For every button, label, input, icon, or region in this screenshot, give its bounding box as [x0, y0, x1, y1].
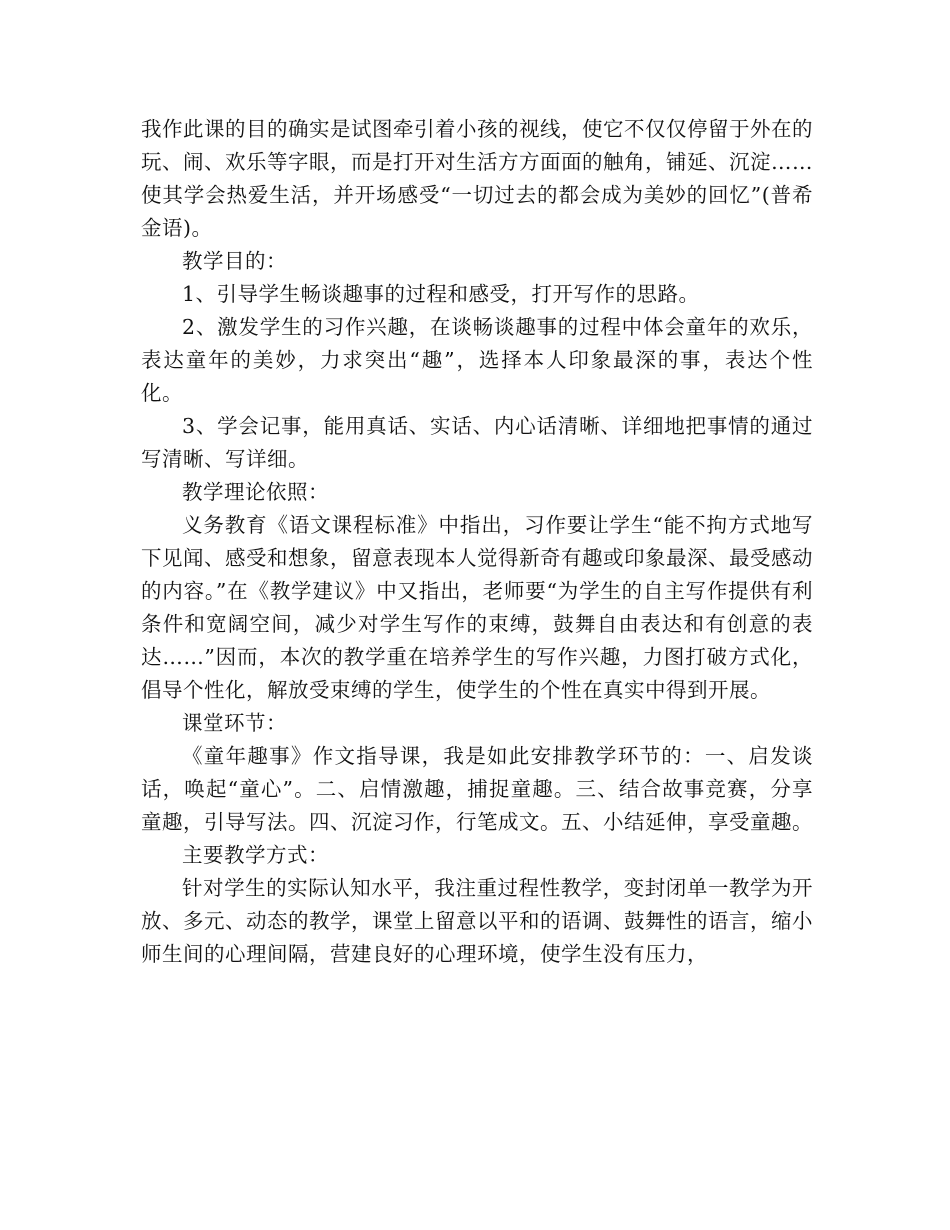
paragraph-class-steps: 《童年趣事》作文指导课，我是如此安排教学环节的：一、启发谈话，唤起“童心”。二、启情激趣，捕捉童趣。三、结合故事竞赛，分享童趣，引导写法。四、沉淀习作，行笔成文。五、小结延伸，享受童趣。 — [141, 744, 813, 834]
paragraph-theory-basis: 义务教育《语文课程标准》中指出，习作要让学生“能不拘方式地写下见闻、感受和想象，留意表现本人觉得新奇有趣或印象最深、最受感动的内容。”在《教学建议》中又指出，老师要“为学生的自主写作提供有利条件和宽阔空间，减少对学生写作的束缚，鼓舞自由表达和有创意的表达……”因而，本次的教学重在培养学生的写作兴趣，力图打破方式化，倡导个性化，解放受束缚的学生，使学生的个性在真实中得到开展。 — [141, 513, 813, 702]
paragraph-teaching-methods: 针对学生的实际认知水平，我注重过程性教学，变封闭单一教学为开放、多元、动态的教学，课堂上留意以平和的语调、鼓舞性的语言，缩小师生间的心理间隔，营建良好的心理环境，使学生没有压力， — [141, 876, 813, 966]
heading-theory-basis: 教学理论依照： — [182, 480, 329, 504]
heading-class-steps: 课堂环节： — [182, 711, 287, 735]
goal-item-1: 1、引导学生畅谈趣事的过程和感受，打开写作的思路。 — [182, 282, 700, 306]
goal-item-2: 2、激发学生的习作兴趣，在谈畅谈趣事的过程中体会童年的欢乐，表达童年的美妙，力求突出“趣”，选择本人印象最深的事，表达个性化。 — [141, 315, 813, 405]
heading-teaching-goals: 教学目的： — [182, 249, 287, 273]
heading-teaching-methods: 主要教学方式： — [182, 843, 329, 867]
goal-item-3: 3、学会记事，能用真话、实话、内心话清晰、详细地把事情的通过写清晰、写详细。 — [141, 414, 813, 471]
document-body — [141, 113, 813, 971]
paragraph-intro: 我作此课的目的确实是试图牵引着小孩的视线，使它不仅仅停留于外在的玩、闹、欢乐等字眼，而是打开对生活方方面面的触角，铺延、沉淀……使其学会热爱生活，并开场感受“一切过去的都会成为美妙的回忆”(普希金语)。 — [141, 117, 813, 240]
